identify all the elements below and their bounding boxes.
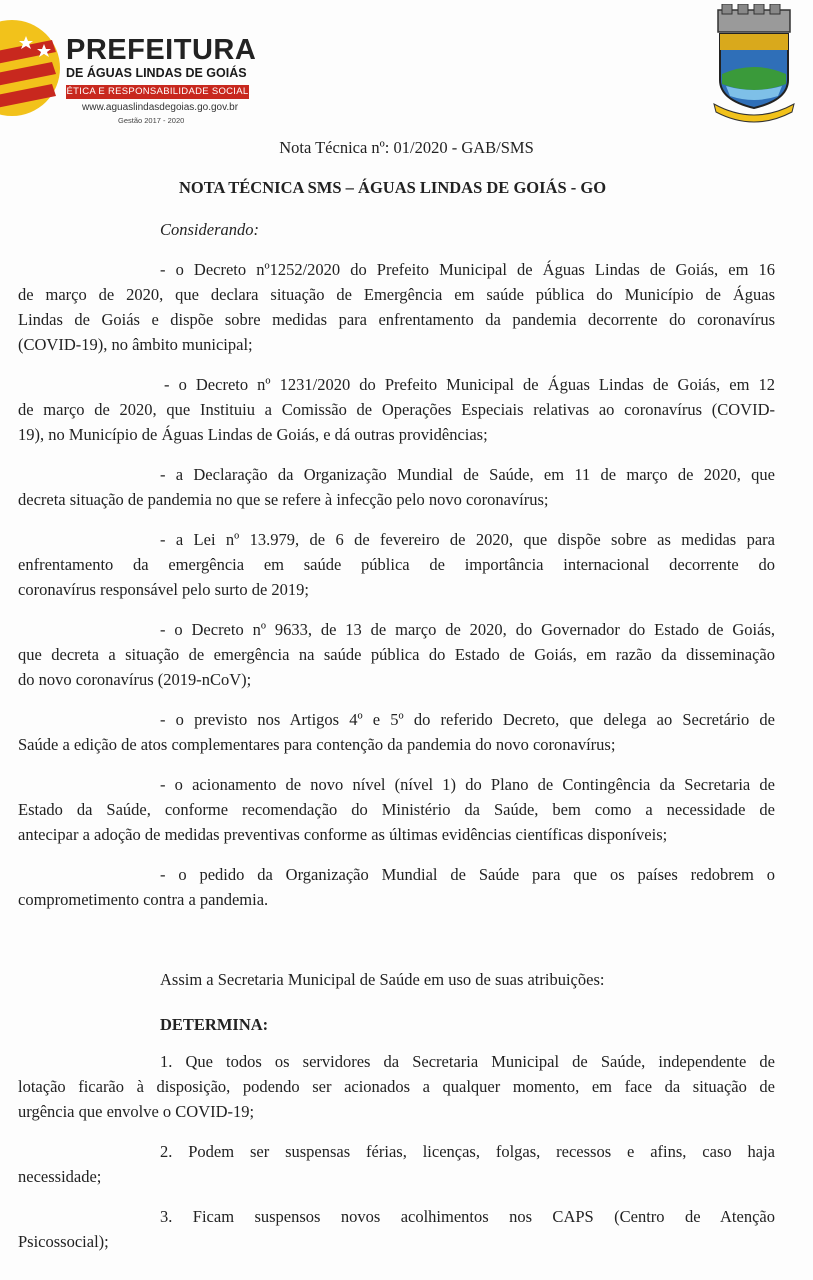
considerando-line: coronavírus responsável pelo surto de 2019; xyxy=(18,580,309,599)
considerando-line: Lindas de Goiás e dispõe sobre medidas para enfrentamento da pandemia decorrente do coronavírus xyxy=(18,310,775,329)
considerando-line: comprometimento contra a pandemia. xyxy=(18,890,269,909)
logo-title: PREFEITURA xyxy=(66,34,257,66)
considerando-line: - o acionamento de novo nível (nível 1) do Plano de Contingência da Secretaria de xyxy=(160,775,775,794)
logo-slogan: ÉTICA E RESPONSABILIDADE SOCIAL xyxy=(66,86,249,97)
document-title: NOTA TÉCNICA SMS – ÁGUAS LINDAS DE GOIÁS - GO xyxy=(178,178,607,197)
considerando-line: - a Declaração da Organização Mundial de Saúde, em 11 de março de 2020, que xyxy=(160,465,775,484)
considerando-line: - o previsto nos Artigos 4º e 5º do referido Decreto, que delega ao Secretário de xyxy=(160,710,775,729)
considerando-line: de março de 2020, que declara situação de Emergência em saúde pública do Município de Águas xyxy=(18,285,775,304)
considerando-line: - o Decreto nº 9633, de 13 de março de 2020, do Governador do Estado de Goiás, xyxy=(160,620,775,639)
determination-line: lotação ficarão à disposição, podendo ser acionados a qualquer momento, em face da situação de xyxy=(18,1077,775,1096)
considerando-line: do novo coronavírus (2019-nCoV); xyxy=(18,670,252,689)
determination-line: Psicossocial); xyxy=(18,1232,109,1251)
determination-line: 2. Podem ser suspensas férias, licenças, folgas, recessos e afins, caso haja xyxy=(160,1142,775,1161)
considerando-line: antecipar a adoção de medidas preventivas conforme as últimas evidências científicas disponíveis; xyxy=(18,825,668,844)
prefeitura-logo xyxy=(0,8,260,125)
determination-line: urgência que envolve o COVID-19; xyxy=(18,1102,255,1121)
considerando-line: 19), no Município de Águas Lindas de Goiás, e dá outras providências; xyxy=(18,425,488,444)
determination-line: necessidade; xyxy=(18,1167,102,1186)
considerando-line: Estado da Saúde, conforme recomendação do Ministério da Saúde, bem como a necessidade de xyxy=(18,800,775,819)
logo-gestao: Gestão 2017 - 2020 xyxy=(118,116,185,125)
considerando-line: - o pedido da Organização Mundial de Saúde para que os países redobrem o xyxy=(160,865,775,884)
logo-url: www.aguaslindasdegoias.go.gov.br xyxy=(82,102,239,113)
determination-line: 1. Que todos os servidores da Secretaria Municipal de Saúde, independente de xyxy=(160,1052,775,1071)
document-reference: Nota Técnica nº: 01/2020 - GAB/SMS xyxy=(279,138,534,157)
considering-heading: Considerando: xyxy=(160,220,259,239)
considerando-line: enfrentamento da emergência em saúde pública de importância internacional decorrente do xyxy=(18,555,775,574)
determination-line: 3. Ficam suspensos novos acolhimentos nos CAPS (Centro de Atenção xyxy=(160,1207,775,1226)
determina-heading: DETERMINA: xyxy=(160,1015,269,1034)
considerando-line: - o Decreto nº 1231/2020 do Prefeito Municipal de Águas Lindas de Goiás, em 12 xyxy=(164,375,775,394)
considerando-line: - o Decreto nº1252/2020 do Prefeito Municipal de Águas Lindas de Goiás, em 16 xyxy=(160,260,775,279)
considerando-line: Saúde a edição de atos complementares para contenção da pandemia do novo coronavírus; xyxy=(18,735,616,754)
considerando-line: decreta situação de pandemia no que se refere à infecção pelo novo coronavírus; xyxy=(18,490,549,509)
flag-logo-icon xyxy=(0,18,64,118)
considerando-line: - a Lei nº 13.979, de 6 de fevereiro de 2020, que dispõe sobre as medidas para xyxy=(160,530,775,549)
municipal-coat-of-arms-icon xyxy=(712,4,796,126)
considerando-line: de março de 2020, que Instituiu a Comissão de Operações Especiais relativas ao coronavírus (COVID- xyxy=(18,400,775,419)
considerando-line: (COVID-19), no âmbito municipal; xyxy=(18,335,253,354)
assim-statement: Assim a Secretaria Municipal de Saúde em uso de suas atribuições: xyxy=(160,970,605,989)
considerando-line: que decreta a situação de emergência na saúde pública do Estado de Goiás, em razão da disseminação xyxy=(18,645,775,664)
logo-subtitle: DE ÁGUAS LINDAS DE GOIÁS xyxy=(66,66,247,80)
